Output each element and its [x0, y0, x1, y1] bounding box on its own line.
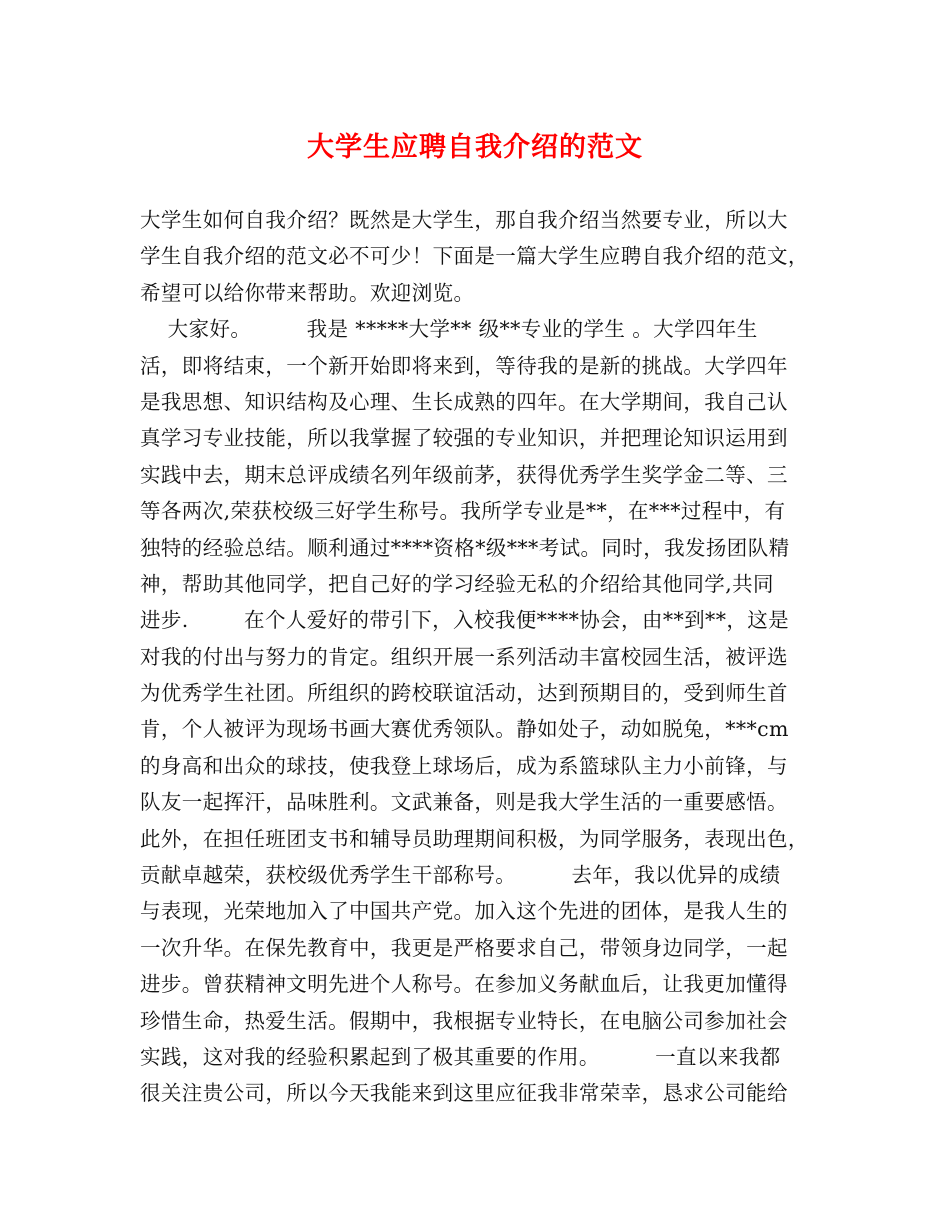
body-line: 贡献卓越荣，获校级优秀学生干部称号。 去年，我以优异的成绩 [140, 863, 781, 888]
body-line: 实践中去，期末总评成绩名列年级前茅，获得优秀学生奖学金二等、三 [140, 462, 788, 487]
body-line: 很关注贵公司，所以今天我能来到这里应征我非常荣幸，恳求公司能给 [140, 1081, 788, 1106]
body-line: 的身高和出众的球技，使我登上球场后，成为系篮球队主力小前锋，与 [140, 753, 788, 778]
body-line: 珍惜生命，热爱生活。假期中，我根据专业特长，在电脑公司参加社会 [140, 1008, 788, 1033]
body-line: 一次升华。在保先教育中，我更是严格要求自己，带领身边同学，一起 [140, 935, 788, 960]
body-line: 进步。曾获精神文明先进个人称号。在参加义务献血后，让我更加懂得 [140, 972, 788, 997]
body-line: 实践，这对我的经验积累起到了极其重要的作用。 一直以来我都 [140, 1044, 781, 1069]
body-line: 队友一起挥汗，品味胜利。文武兼备，则是我大学生活的一重要感悟。 [140, 790, 788, 815]
body-line: 活，即将结束，一个新开始即将来到，等待我的是新的挑战。大学四年 [140, 353, 788, 378]
body-line: 此外，在担任班团支书和辅导员助理期间积极，为同学服务，表现出色， [140, 826, 809, 851]
document-title: 大学生应聘自我介绍的范文 [307, 132, 643, 163]
body-line: 为优秀学生社团。所组织的跨校联谊活动，达到预期目的，受到师生首 [140, 681, 788, 706]
body-line: 是我思想、知识结构及心理、生长成熟的四年。在大学期间，我自己认 [140, 389, 788, 414]
body-line: 与表现，光荣地加入了中国共产党。加入这个先进的团体，是我人生的 [140, 899, 788, 924]
body-line: 真学习专业技能，所以我掌握了较强的专业知识，并把理论知识运用到 [140, 426, 788, 451]
body-line: 学生自我介绍的范文必不可少！下面是一篇大学生应聘自我介绍的范文， [140, 244, 809, 269]
body-line: 肯，个人被评为现场书画大赛优秀领队。静如处子，动如脱兔，***cm [140, 717, 789, 742]
body-line: 对我的付出与努力的肯定。组织开展一系列活动丰富校园生活，被评选 [140, 644, 788, 669]
body-line: 大家好。 我是 *****大学** 级**专业的学生 。大学四年生 [140, 317, 758, 342]
body-line: 等各两次,荣获校级三好学生称号。我所学专业是**，在***过程中，有 [140, 499, 786, 524]
body-line: 进步. 在个人爱好的带引下，入校我便****协会，由**到**，这是 [140, 608, 790, 633]
body-line: 大学生如何自我介绍？既然是大学生，那自我介绍当然要专业，所以大 [140, 208, 788, 232]
body-line: 神，帮助其他同学，把自己好的学习经验无私的介绍给其他同学,共同 [140, 571, 774, 596]
document-body [140, 202, 820, 1112]
body-line: 独特的经验总结。顺利通过****资格*级***考试。同时，我发扬团队精 [140, 535, 790, 560]
body-line: 希望可以给你带来帮助。欢迎浏览。 [140, 280, 475, 305]
